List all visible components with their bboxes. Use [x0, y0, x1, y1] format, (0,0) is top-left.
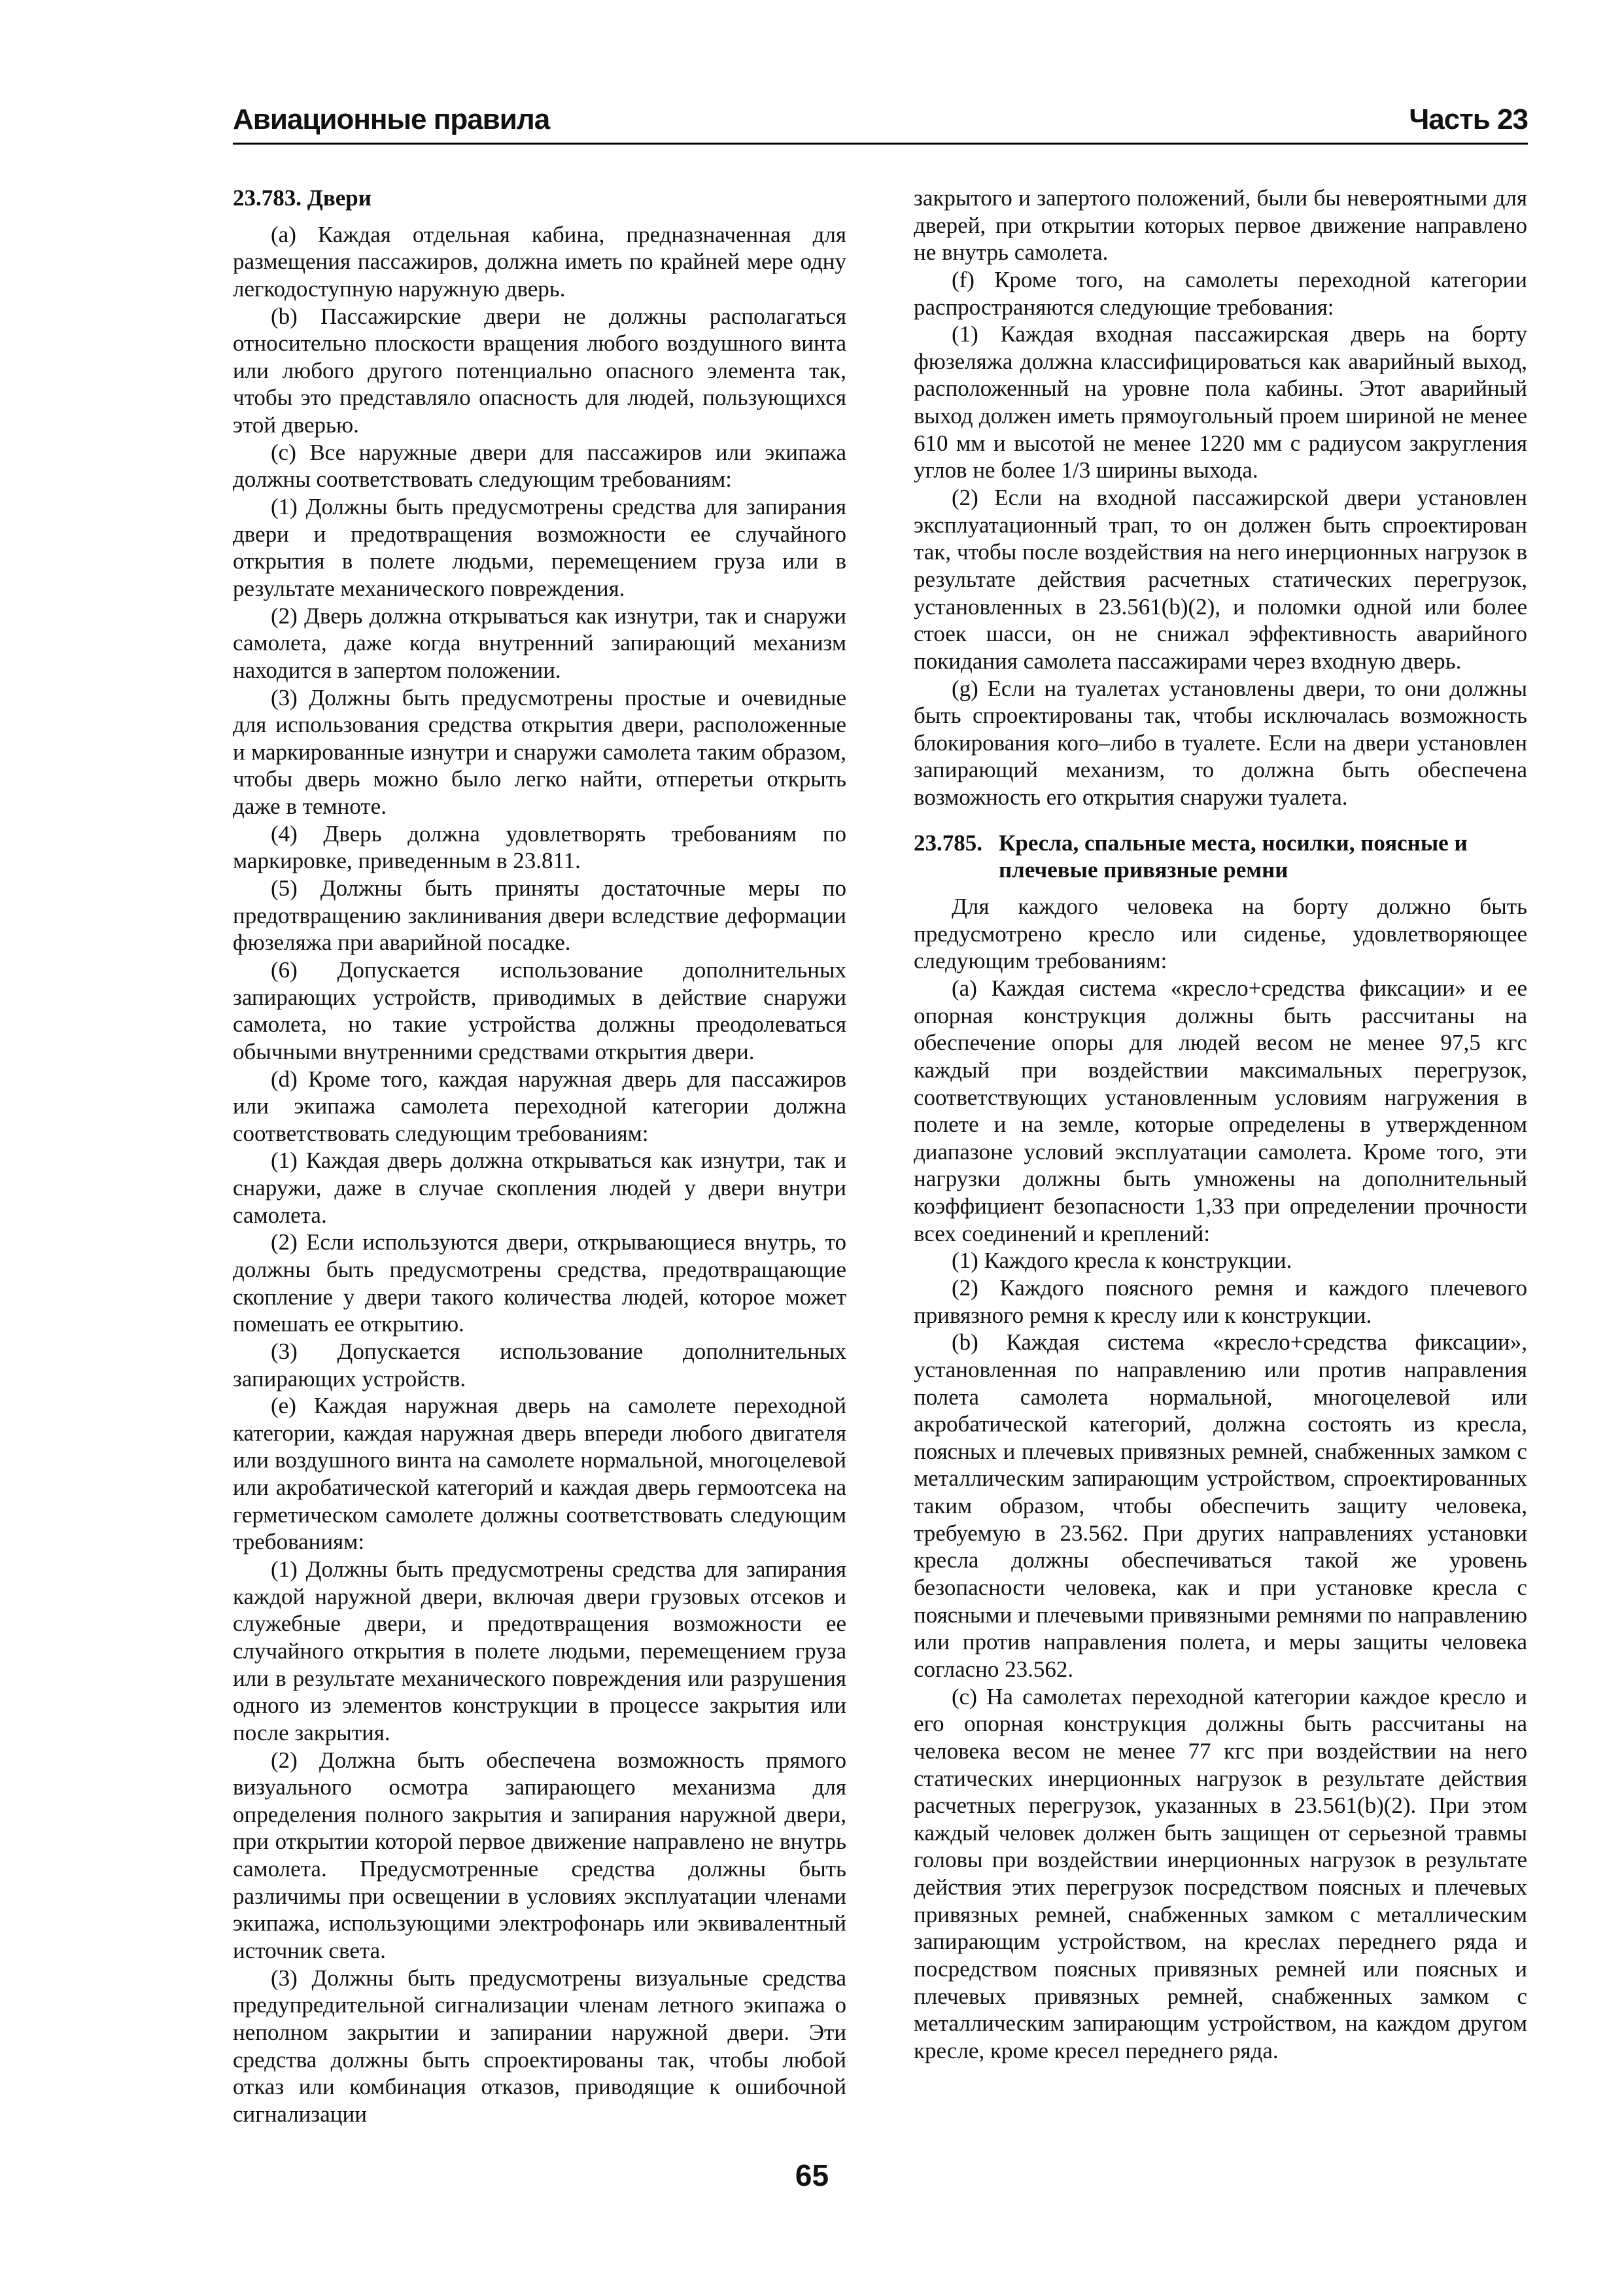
paragraph: (3) Допускается использование дополнительных запирающих устройств. — [233, 1338, 846, 1392]
paragraph: (2) Должна быть обеспечена возможность прямого визуального осмотра запирающего механизма для определения полного закрытия и запирания наружной двери, при открытии которой первое движение направлено не внутрь самолета. Предусмотренные средства должны быть различимы при освещении в условиях эксплуатации членами экипажа, использующими электрофонарь или эквивалентный источник света. — [233, 1747, 846, 1963]
paragraph: (5) Должны быть приняты достаточные меры по предотвращению заклинивания двери вследствие деформации фюзеляжа при аварийной посадке. — [233, 875, 846, 956]
paragraph: (1) Каждая входная пассажирская дверь на борту фюзеляжа должна классифицироваться как аварийный выход, расположенный на уровне пола кабины. Этот аварийный выход должен иметь прямоугольный проем шириной не менее 610 мм и высотой не менее 1220 мм с радиусом закругления углов не более 1/3 ширины выхода. — [914, 321, 1527, 483]
paragraph: (6) Допускается использование дополнительных запирающих устройств, приводимых в действие снаружи самолета, но такие устройства должны преодолеваться обычными внутренними средствами открытия двери. — [233, 956, 846, 1064]
left-column — [233, 184, 846, 2128]
paragraph: (b) Каждая система «кресло+средства фиксации», установленная по направлению или против направления полета самолета нормальной, многоцелевой или акробатической категорий, должна состоять из кресла, поясных и плечевых привязных ремней, снабженных замком с металлическим запирающим устройством, спроектированных таким образом, чтобы обеспечить защиту человека, требуемую в 23.562. При других направлениях установки кресла должны обеспечиваться такой же уровень безопасности человека, как и при установке кресла с поясными и плечевыми привязными ремнями по направлению или против направления полета, и меры защиты человека согласно 23.562. — [914, 1329, 1527, 1682]
right-column — [914, 184, 1527, 2065]
paragraph: (1) Каждая дверь должна открываться как изнутри, так и снаружи, даже в случае скопления людей у двери внутри самолета. — [233, 1148, 846, 1228]
paragraph: (4) Дверь должна удовлетворять требованиям по маркировке, приведенным в 23.811. — [233, 820, 846, 874]
section-title: Кресла, спальные места, носилки, поясные и плечевые привязные ремни — [999, 830, 1468, 883]
paragraph: (g) Если на туалетах установлены двери, то они должны быть спроектированы так, чтобы исключалась возможность блокирования кого–либо в туалете. Если на двери установлен запирающий механизм, то должна быть обеспечена возможность его открытия снаружи туалета. — [914, 675, 1527, 811]
paragraph: (1) Должны быть предусмотрены средства для запирания двери и предотвращения возможности ее случайного открытия в полете людьми, перемещением груза или в результате механического повреждения. — [233, 494, 846, 601]
paragraph: (b) Пассажирские двери не должны располагаться относительно плоскости вращения любого воздушного винта или любого другого потенциально опасного элемента так, чтобы это представляло опасность для людей, пользующихся этой дверью. — [233, 303, 846, 438]
paragraph: (d) Кроме того, каждая наружная дверь для пассажиров или экипажа самолета переходной категории должна соответствовать следующим требованиям: — [233, 1066, 846, 1146]
paragraph-continuation: закрытого и запертого положений, были бы невероятными для дверей, при открытии которых первое движение направлено не внутрь самолета. — [914, 185, 1527, 266]
header-title: Авиационные правила — [233, 103, 550, 135]
running-header — [233, 103, 1528, 143]
page-number: 65 — [795, 2158, 829, 2192]
paragraph: (a) Каждая система «кресло+средства фиксации» и ее опорная конструкция должны быть рассчитаны на обеспечение опоры для людей весом не менее 97,5 кгс каждый при воздействии максимальных перегрузок, соответствующих установленным условиям нагружения в полете и на земле, которые определены в утвержденном диапазоне условий эксплуатации самолета. Кроме того, эти нагрузки должны быть умножены на дополнительный коэффициент безопасности 1,33 при определении прочности всех соединений и креплений: — [914, 975, 1527, 1246]
paragraph: (2) Если на входной пассажирской двери установлен эксплуатационный трап, то он должен быть спроектирован так, чтобы после воздействия на него инерционных нагрузок в результате действия расчетных статических перегрузок, установленных в 23.561(b)(2), и поломки одной или более стоек шасси, он не снижал эффективность аварийного покидания самолета пассажирами через входную дверь. — [914, 485, 1527, 674]
paragraph: (c) Все наружные двери для пассажиров или экипажа должны соответствовать следующим требованиям: — [233, 439, 846, 493]
paragraph: (2) Каждого поясного ремня и каждого плечевого привязного ремня к креслу или к конструкции. — [914, 1274, 1527, 1328]
paragraph: (c) На самолетах переходной категории каждое кресло и его опорная конструкция должны быть рассчитаны на человека весом не менее 77 кгс при воздействии на него статических инерционных нагрузок в результате действия расчетных перегрузок, указанных в 23.561(b)(2). При этом каждый человек должен быть защищен от серьезной травмы головы при воздействии инерционных нагрузок в результате действия этих перегрузок посредством поясных и плечевых привязных ремней, снабженных замком с металлическим запирающим устройством, на креслах переднего ряда и посредством поясных привязных ремней или поясных и плечевых привязных ремней, снабженных замком с металлическим запирающим устройством, на каждом другом кресле, кроме кресел переднего ряда. — [914, 1683, 1527, 2063]
paragraph: (f) Кроме того, на самолеты переходной категории распространяются следующие требования: — [914, 266, 1527, 320]
paragraph: (3) Должны быть предусмотрены простые и очевидные для использования средства открытия двери, расположенные и маркированные изнутри и снаружи самолета таким образом, чтобы дверь можно было легко найти, отперетьи открыть даже в темноте. — [233, 684, 846, 820]
paragraph: (e) Каждая наружная дверь на самолете переходной категории, каждая наружная дверь впереди любого двигателя или воздушного винта на самолете нормальной, многоцелевой или акробатической категорий и каждая дверь гермоотсека на герметическом самолете должны соответствовать следующим требованиям: — [233, 1393, 846, 1555]
paragraph: Для каждого человека на борту должно быть предусмотрено кресло или сиденье, удовлетворяющее следующим требованиям: — [914, 894, 1527, 974]
paragraph: (2) Дверь должна открываться как изнутри, так и снаружи самолета, даже когда внутренний запирающий механизм находится в запертом положении. — [233, 603, 846, 683]
paragraph: (1) Должны быть предусмотрены средства для запирания каждой наружной двери, включая двери грузовых отсеков и служебные двери, и предотвращения возможности ее случайного открытия в полете людьми, перемещением груза или в результате механического повреждения или разрушения одного из элементов конструкции в процессе закрытия или после закрытия. — [233, 1556, 846, 1745]
header-part: Часть 23 — [1409, 103, 1528, 135]
paragraph: (2) Если используются двери, открывающиеся внутрь, то должны быть предусмотрены средства, предотвращающие скопление у двери такого количества людей, которое может помешать ее открытию. — [233, 1229, 846, 1337]
section-heading-23-785 — [914, 830, 1527, 884]
paragraph: (3) Должны быть предусмотрены визуальные средства предупредительной сигнализации членам летного экипажа о неполном закрытии и запирании наружной двери. Эти средства должны быть спроектированы так, чтобы любой отказ или комбинация отказов, приводящие к ошибочной сигнализации — [233, 1965, 846, 2127]
section-heading-23-783: 23.783. Двери — [233, 185, 371, 211]
header-rule — [233, 143, 1528, 145]
section-number: 23.785. — [914, 830, 982, 856]
paragraph: (1) Каждого кресла к конструкции. — [952, 1248, 1292, 1274]
paragraph: (a) Каждая отдельная кабина, предназначенная для размещения пассажиров, должна иметь по крайней мере одну легкодоступную наружную дверь. — [233, 221, 846, 302]
